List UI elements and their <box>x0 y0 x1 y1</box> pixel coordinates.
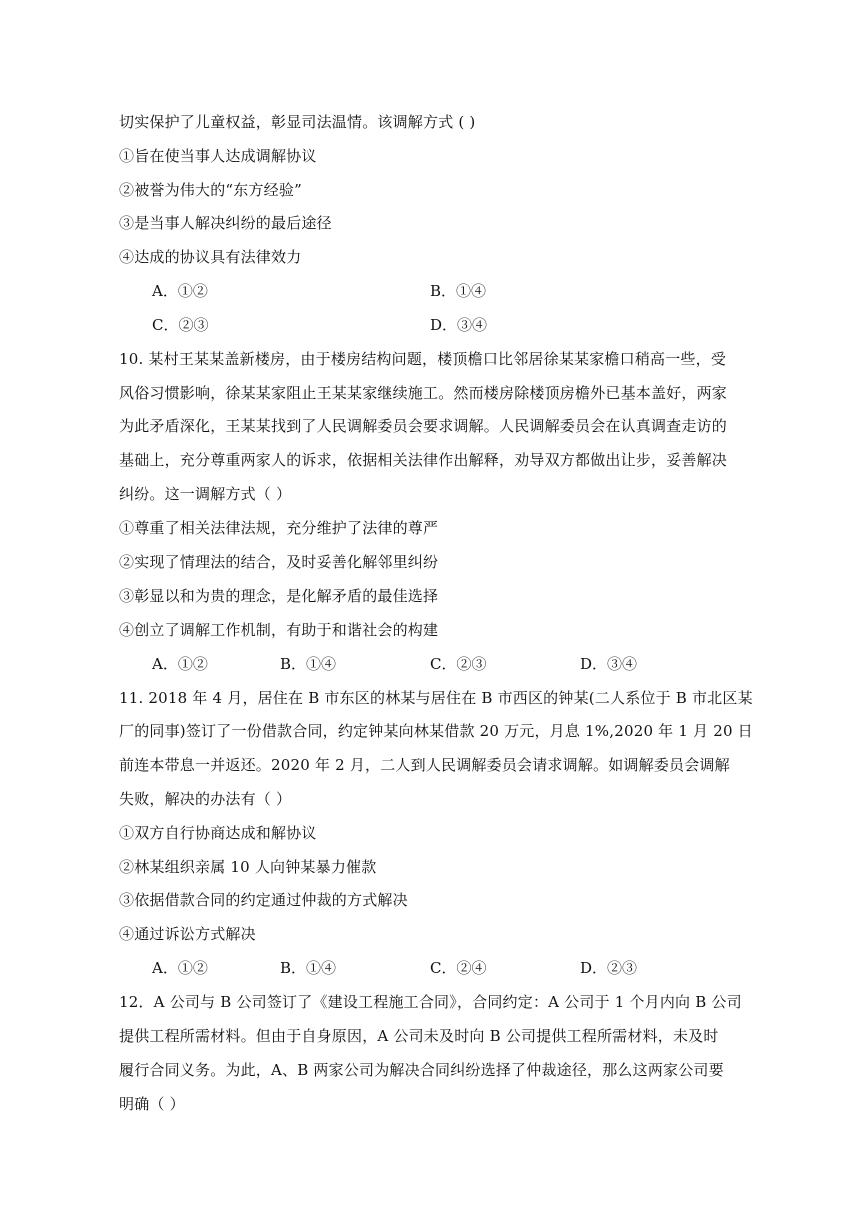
q9-option-d: D．③④ <box>430 316 488 334</box>
q11-option-a: A．①② <box>152 959 208 977</box>
q10-stem-line-2: 风俗习惯影响，徐某某家阻止王某某家继续施工。然而楼房除楼顶房檐外已基本盖好，两家 <box>119 384 728 402</box>
q9-statement-1: ①旨在使当事人达成调解协议 <box>119 147 317 165</box>
q10-stem-line-4: 基础上，充分尊重两家人的诉求，依据相关法律作出解释，劝导双方都做出让步，妥善解决 <box>119 451 728 469</box>
q12-stem-line-3: 履行合同义务。为此，A、B 两家公司为解决合同纠纷选择了仲裁途径，那么这两家公司要 <box>119 1061 724 1079</box>
q9-stem-line: 切实保护了儿童权益，彰显司法温情。该调解方式 ( ) <box>119 113 476 131</box>
q9-option-a: A．①② <box>152 282 208 300</box>
q12-stem-line-4: 明确（ ） <box>119 1095 185 1113</box>
q9-statement-4: ④达成的协议具有法律效力 <box>119 248 302 266</box>
q9-option-b: B．①④ <box>430 282 487 300</box>
q10-stem-line-3: 为此矛盾深化，王某某找到了人民调解委员会要求调解。人民调解委员会在认真调查走访的 <box>119 417 728 435</box>
q10-statement-3: ③彰显以和为贵的理念，是化解矛盾的最佳选择 <box>119 587 439 605</box>
q11-statement-1: ①双方自行协商达成和解协议 <box>119 824 317 842</box>
q11-option-d: D．②③ <box>580 959 638 977</box>
q12-stem-line-2: 提供工程所需材料。但由于自身原因，A 公司未及时向 B 公司提供工程所需材料，未及时 <box>119 1027 719 1045</box>
q10-statement-4: ④创立了调解工作机制，有助于和谐社会的构建 <box>119 621 439 639</box>
q10-statement-1: ①尊重了相关法律法规，充分维护了法律的尊严 <box>119 519 439 537</box>
q11-stem-line-1: 11. 2018 年 4 月，居住在 B 市东区的林某与居住在 B 市西区的钟某(二人系位于 B 市北区某 <box>119 689 753 707</box>
q11-stem-line-3: 前连本带息一并返还。2020 年 2 月，二人到人民调解委员会请求调解。如调解委员会调解 <box>119 756 730 774</box>
q11-statement-2: ②林某组织亲属 10 人向钟某暴力催款 <box>119 858 377 876</box>
q11-option-c: C．②④ <box>430 959 487 977</box>
q11-option-b: B．①④ <box>280 959 337 977</box>
q11-statement-4: ④通过诉讼方式解决 <box>119 925 256 943</box>
q9-statement-3: ③是当事人解决纠纷的最后途径 <box>119 214 332 232</box>
q11-statement-3: ③依据借款合同的约定通过仲裁的方式解决 <box>119 891 408 909</box>
q11-stem-line-4: 失败，解决的办法有（ ） <box>119 790 292 808</box>
q9-option-c: C．②③ <box>152 316 209 334</box>
q10-statement-2: ②实现了情理法的结合，及时妥善化解邻里纠纷 <box>119 553 439 571</box>
q10-option-d: D．③④ <box>580 655 638 673</box>
q10-stem-line-5: 纠纷。这一调解方式（ ） <box>119 485 292 503</box>
q9-statement-2: ②被誉为伟大的“东方经验” <box>119 181 302 199</box>
q12-stem-line-1: 12．A 公司与 B 公司签订了《建设工程施工合同》，合同约定：A 公司于 1 个月内向 B 公司 <box>119 993 742 1011</box>
q11-stem-line-2: 厂的同事)签订了一份借款合同，约定钟某向林某借款 20 万元，月息 1%,2020 年 1 月 20 日 <box>119 722 753 740</box>
q10-option-c: C．②③ <box>430 655 487 673</box>
q10-option-a: A．①② <box>152 655 208 673</box>
q10-option-b: B．①④ <box>280 655 337 673</box>
q10-stem-line-1: 10. 某村王某某盖新楼房，由于楼房结构问题，楼顶檐口比邻居徐某某家檐口稍高一些，受 <box>119 350 727 368</box>
